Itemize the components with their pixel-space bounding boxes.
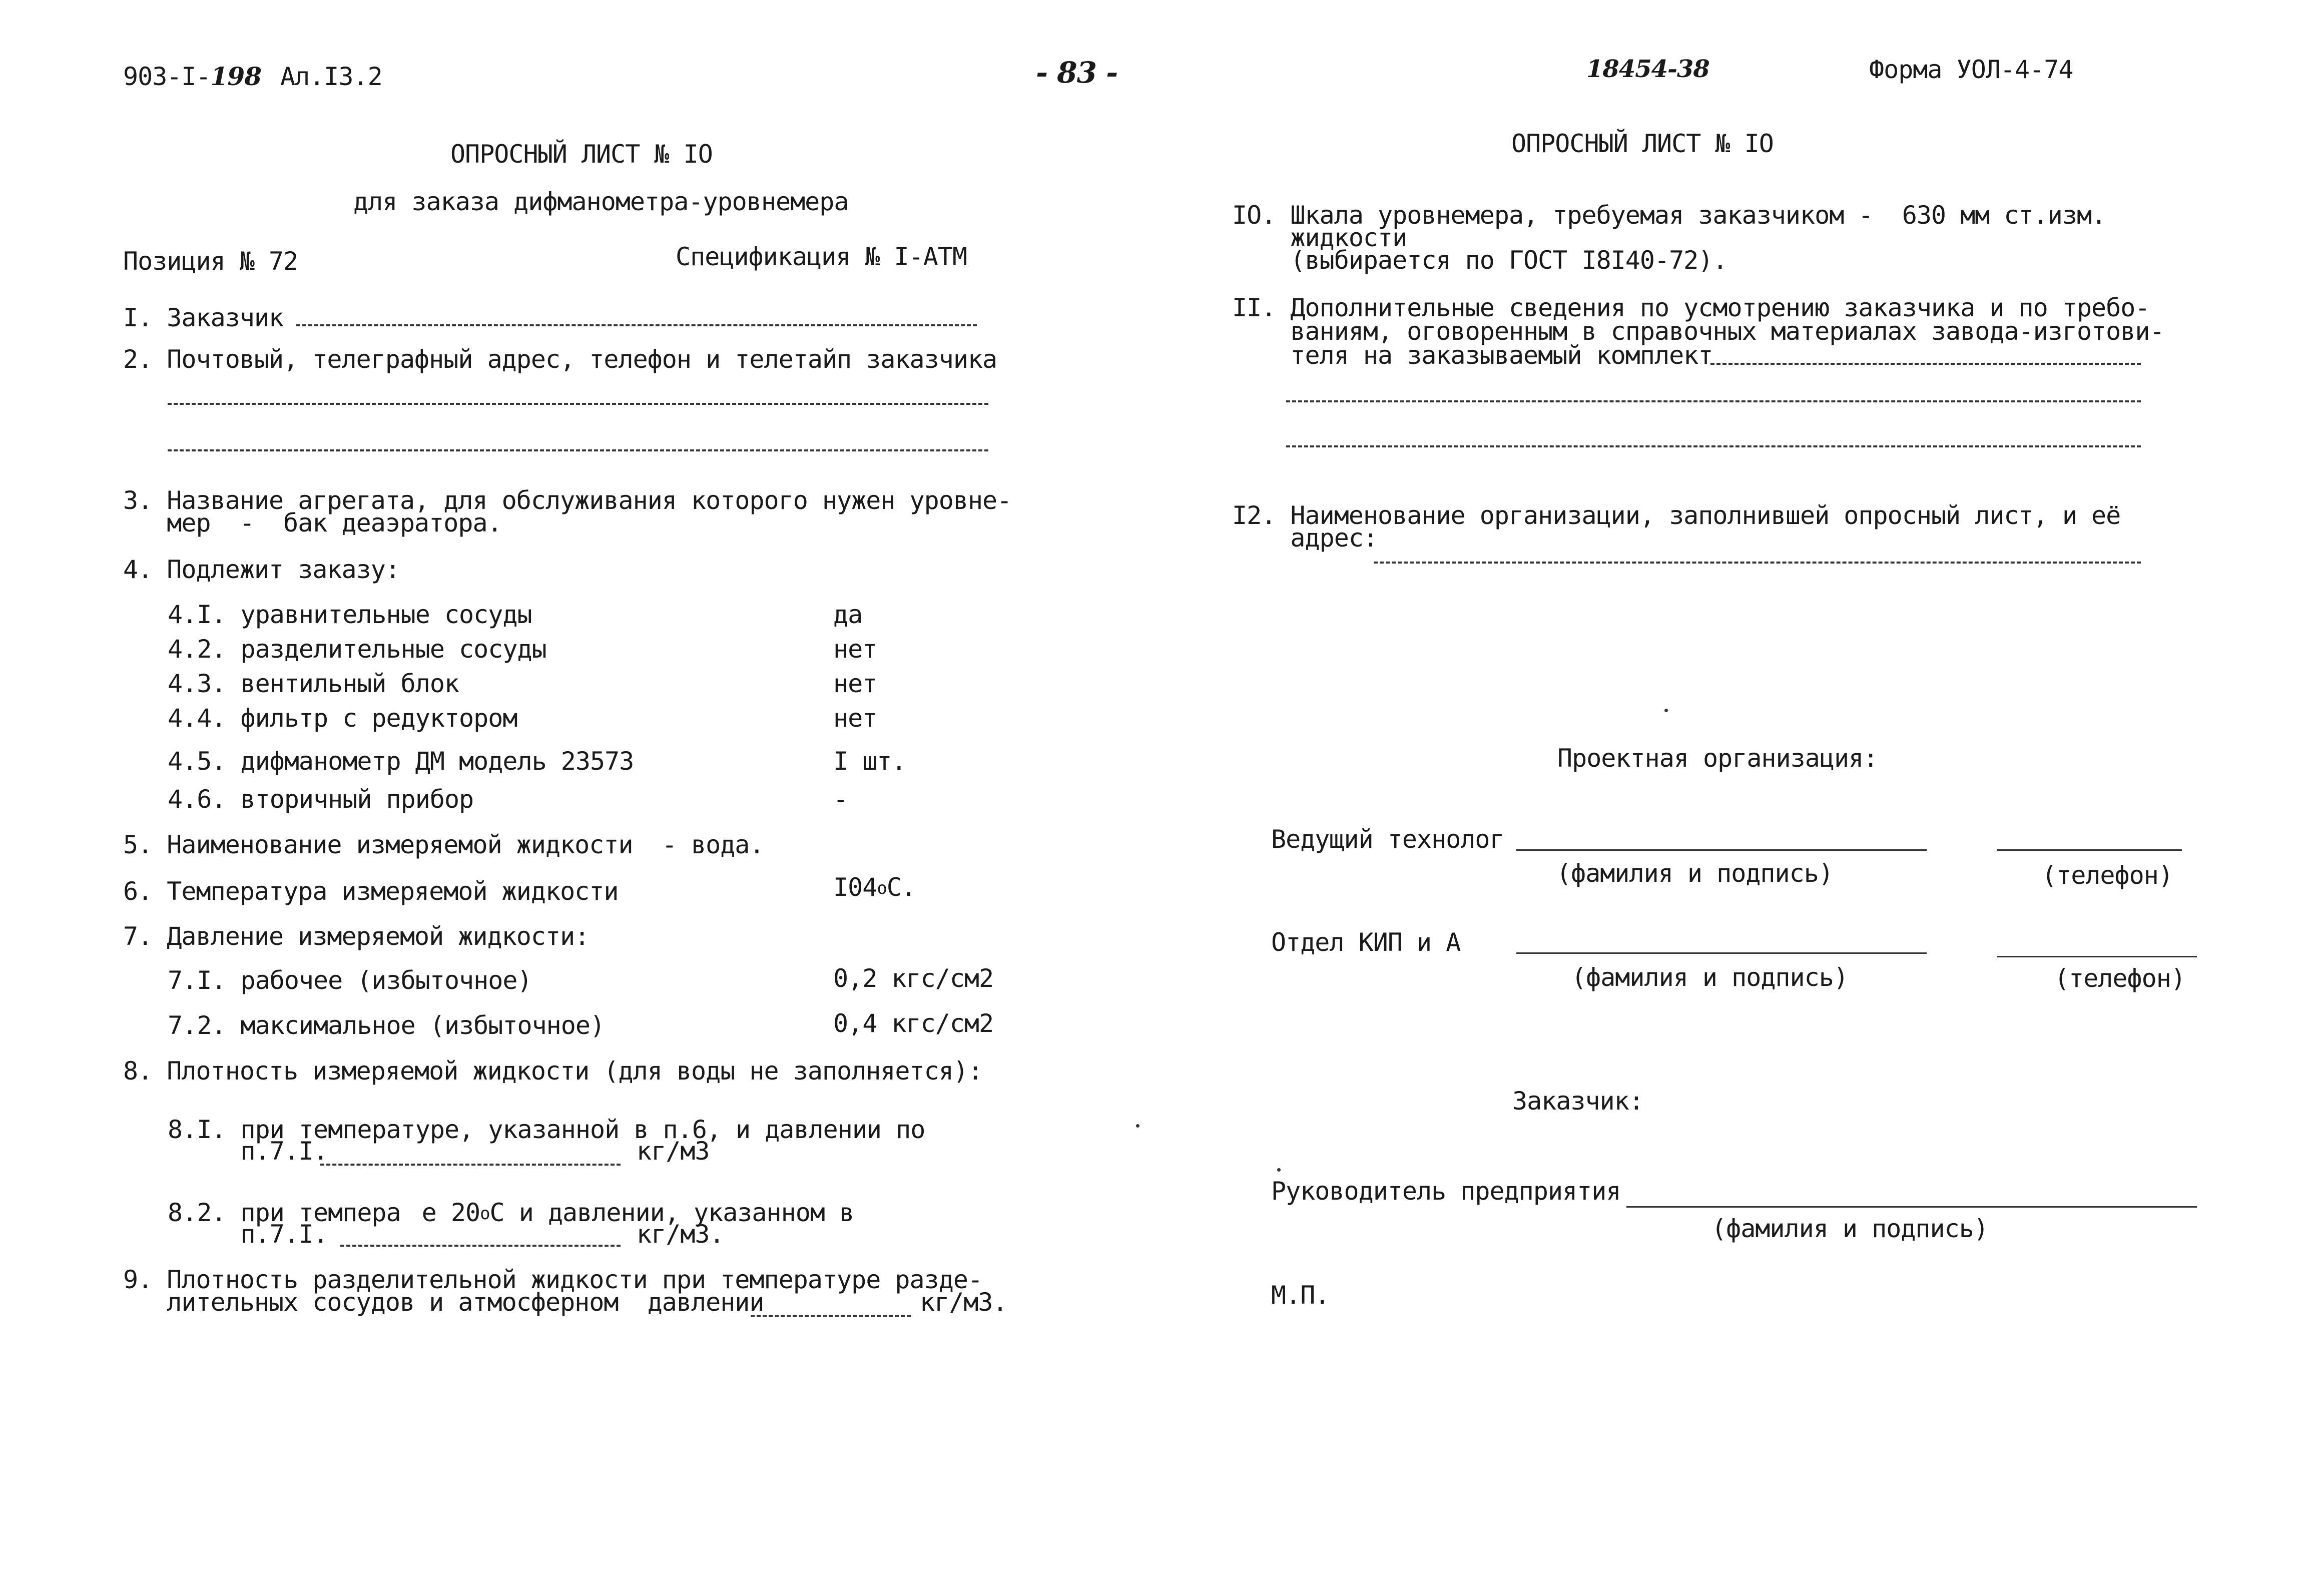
item-4-1-value: да [833,600,863,629]
item-7-pressure: 7. Давление измеряемой жидкости: [123,922,590,951]
item-3-unit-line-2: мер - бак деаэратора. [123,508,502,538]
scan-speck [1136,1124,1139,1128]
kip-department-phone-caption: (телефон) [2054,964,2185,993]
stamp-place-label: М.П. [1271,1281,1330,1310]
item-4-3-label: 4.3. вентильный блок [168,669,459,698]
item-4-5-label: 4.5. дифманометр ДМ модель 23573 [168,747,634,776]
item-9-separation-density-line-2: лительных сосудов и атмосферном давлении [123,1288,764,1317]
enterprise-head-signature-line [1626,1206,2197,1208]
item-1-customer: I. Заказчик [123,303,284,332]
album-label: Ал.I3.2 [280,62,382,91]
item-8-2-fill-line [340,1245,621,1247]
item-12-organization-line-1: I2. Наименование организации, заполнившей опросный лист, и её [1232,501,2121,530]
item-4-2-label: 4.2. разделительные сосуды [168,635,546,664]
lead-technologist-label: Ведущий технолог [1271,825,1504,854]
customer-fill-line [296,324,977,326]
kip-department-label: Отдел КИП и А [1271,928,1461,957]
item-7-2-value: 0,4 кгс/см2 [833,1009,994,1038]
kip-department-signature-caption: (фамилия и подпись) [1571,963,1848,992]
item-4-3-value: нет [833,669,877,698]
design-organization-heading: Проектная организация: [1557,744,1878,773]
item-4-4-label: 4.4. фильтр с редуктором [168,704,517,733]
enterprise-head-label: Руководитель предприятия [1271,1177,1621,1206]
item-4-4-value: нет [833,704,877,733]
item-9-separation-density-line-1: 9. Плотность разделительной жидкости при температуре разде- [123,1265,983,1294]
item-11-fill-line-1 [1710,363,2141,365]
item-12-organization-line-2: адрес: [1232,523,1378,553]
lead-technologist-phone-caption: (телефон) [2042,861,2173,890]
item-7-2-label: 7.2. максимальное (избыточное) [168,1011,605,1040]
address-fill-line-2 [168,449,988,451]
document-code: 903-I-198 [123,62,261,91]
item-8-2-unit: кг/м3. [637,1220,724,1249]
item-8-2-line-1: 8.2. при темпера е 20$^o$С и давлении, указанном в [168,1198,854,1227]
item-9-unit: кг/м3. [920,1288,1007,1317]
kip-department-phone-line [1997,956,2197,957]
item-5-liquid-name: 5. Наименование измеряемой жидкости - вода. [123,830,764,859]
item-11-additional-line-3: теля на заказываемый комплект [1232,341,1713,370]
form-label: Форма УОЛ-4-74 [1869,55,2073,84]
item-11-fill-line-2 [1286,400,2141,402]
item-3-unit-line-1: 3. Название агрегата, для обслуживания которого нужен уровне- [123,486,1012,515]
page-number: - 83 - [1036,56,1118,90]
scan-speck [1277,1168,1281,1172]
item-7-1-label: 7.I. рабочее (избыточное) [168,966,532,995]
item-9-fill-line [751,1315,911,1317]
lead-technologist-signature-line [1516,849,1927,851]
item-4-order: 4. Подлежит заказу: [123,555,400,584]
item-4-2-value: нет [833,635,877,664]
item-12-fill-line [1374,562,2141,564]
item-4-6-label: 4.6. вторичный прибор [168,785,474,814]
item-8-1-fill-line [320,1164,621,1166]
item-11-additional-line-1: II. Дополнительные сведения по усмотрению заказчика и по требо- [1232,293,2150,322]
item-4-5-value: I шт. [833,747,906,776]
item-10-scale-line-3: (выбирается по ГОСТ I8I40-72). [1232,246,1727,275]
kip-department-signature-line [1516,952,1927,954]
scan-speck [1664,709,1668,712]
item-8-1-line-2: п.7.I. [168,1137,328,1166]
lead-technologist-phone-line [1997,849,2182,851]
item-8-1-line-1: 8.I. при температуре, указанной в п.6, и давлении по [168,1115,925,1144]
item-10-scale-line-2: жидкости [1232,223,1407,252]
address-fill-line-1 [168,403,988,405]
item-8-density: 8. Плотность измеряемой жидкости (для воды не заполняется): [123,1056,983,1086]
enterprise-head-signature-caption: (фамилия и подпись) [1711,1214,1988,1243]
left-subtitle: для заказа дифманометра-уровнемера [353,187,849,216]
customer-heading: Заказчик: [1512,1087,1643,1116]
item-6-temperature: 6. Температура измеряемой жидкости [123,877,619,906]
item-11-additional-line-2: ваниям, оговоренным в справочных материалах завода-изготови- [1232,317,2164,346]
item-4-6-value: - [833,785,848,814]
item-2-address: 2. Почтовый, телеграфный адрес, телефон и телетайп заказчика [123,345,997,374]
item-8-2-line-2: п.7.I. [168,1220,328,1249]
item-11-fill-line-3 [1286,445,2141,447]
item-7-1-value: 0,2 кгс/см2 [833,964,994,993]
lead-technologist-signature-caption: (фамилия и подпись) [1556,859,1833,888]
specification-label: Спецификация № I-АТМ [676,242,967,271]
item-6-value: I04$^o$C. [833,873,916,902]
item-10-scale-line-1: IO. Шкала уровнемера, требуемая заказчиком - 630 мм ст.изм. [1232,201,2106,230]
position-label: Позиция № 72 [123,247,298,276]
left-title: ОПРОСНЫЙ ЛИСТ № IO [450,140,713,169]
document-number: 18454-38 [1586,55,1709,83]
item-4-1-label: 4.I. уравнительные сосуды [168,600,532,629]
right-title: ОПРОСНЫЙ ЛИСТ № IO [1511,129,1774,158]
item-8-1-unit: кг/м3 [637,1137,710,1166]
